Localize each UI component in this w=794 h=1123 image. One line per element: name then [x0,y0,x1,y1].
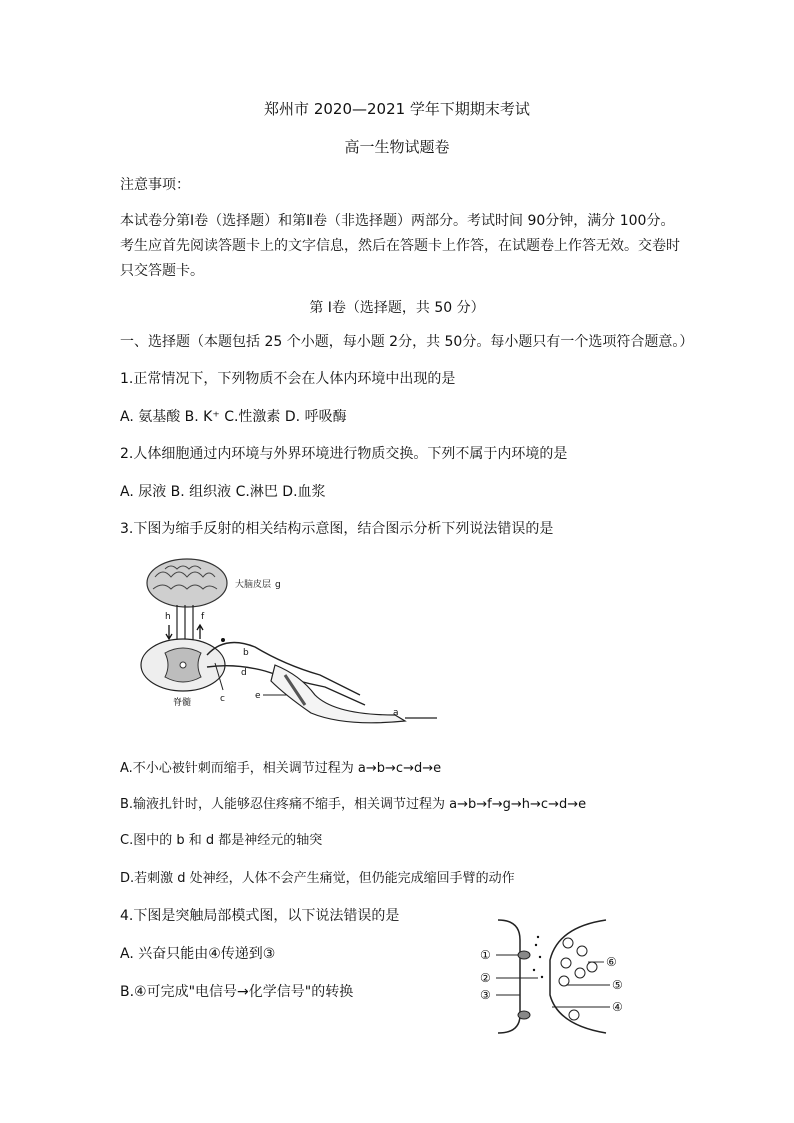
synapse-label-2: ② [480,971,491,985]
question-3-stem: 3.下图为缩手反射的相关结构示意图，结合图示分析下列说法错误的是 [120,521,554,537]
section-title: 第 Ⅰ卷（选择题，共 50 分） [309,300,485,316]
brain-cortex [147,559,227,607]
reflex-arc-figure [125,555,445,735]
question-4-option-b: B.④可完成"电信号→化学信号"的转换 [120,984,354,1000]
label-h: h [165,612,171,622]
question-3-option-c: C.图中的 b 和 d 都是神经元的轴突 [120,833,323,848]
question-1-options: A. 氨基酸 B. K⁺ C.性激素 D. 呼吸酶 [120,409,347,425]
question-2-stem: 2.人体细胞通过内环境与外界环境进行物质交换。下列不属于内环境的是 [120,446,568,462]
synapse-label-3: ③ [480,988,491,1002]
notice-line-2: 考生应首先阅读答题卡上的文字信息，然后在答题卡上作答，在试题卷上作答无效。交卷时 [120,238,680,254]
label-g: g [275,580,281,590]
label-c: c [220,694,225,704]
question-3-option-b: B.输液扎针时，人能够忍住疼痛不缩手，相关调节过程为 a→b→f→g→h→c→d→e [120,797,587,812]
label-spinal: 脊髓 [173,698,192,708]
synapse-label-5: ⑤ [612,978,623,992]
spinal-cord [141,639,225,691]
synapse-label-1: ① [480,948,491,962]
label-b: b [243,648,249,658]
synapse-label-6: ⑥ [606,955,617,969]
label-a: a [393,708,399,718]
question-2-options: A. 尿液 B. 组织液 C.淋巴 D.血浆 [120,484,326,500]
notice-line-3: 只交答题卡。 [120,263,204,279]
label-cortex: 大脑皮层 [235,580,272,590]
question-4-option-a: A. 兴奋只能由④传递到③ [120,946,276,962]
paper-subtitle: 高一生物试题卷 [344,138,450,156]
label-f: f [201,612,205,622]
question-4-stem: 4.下图是突触局部模式图，以下说法错误的是 [120,908,400,924]
synapse-figure [478,915,648,1040]
label-e: e [255,691,261,701]
label-d: d [241,668,247,678]
question-1-stem: 1.正常情况下，下列物质不会在人体内环境中出现的是 [120,371,456,387]
section-instruction: 一、选择题（本题包括 25 个小题，每小题 2分，共 50分。每小题只有一个选项符合题意。） [120,334,694,350]
exam-title: 郑州市 2020—2021 学年下期期末考试 [264,100,530,118]
synapse-label-4: ④ [612,1000,623,1014]
notice-heading: 注意事项： [120,177,190,193]
question-3-option-a: A.不小心被针刺而缩手，相关调节过程为 a→b→c→d→e [120,761,442,776]
notice-line-1: 本试卷分第Ⅰ卷（选择题）和第Ⅱ卷（非选择题）两部分。考试时间 90分钟，满分 100分。 [120,213,675,229]
question-3-option-d: D.若刺激 d 处神经，人体不会产生痛觉，但仍能完成缩回手臂的动作 [120,871,515,886]
